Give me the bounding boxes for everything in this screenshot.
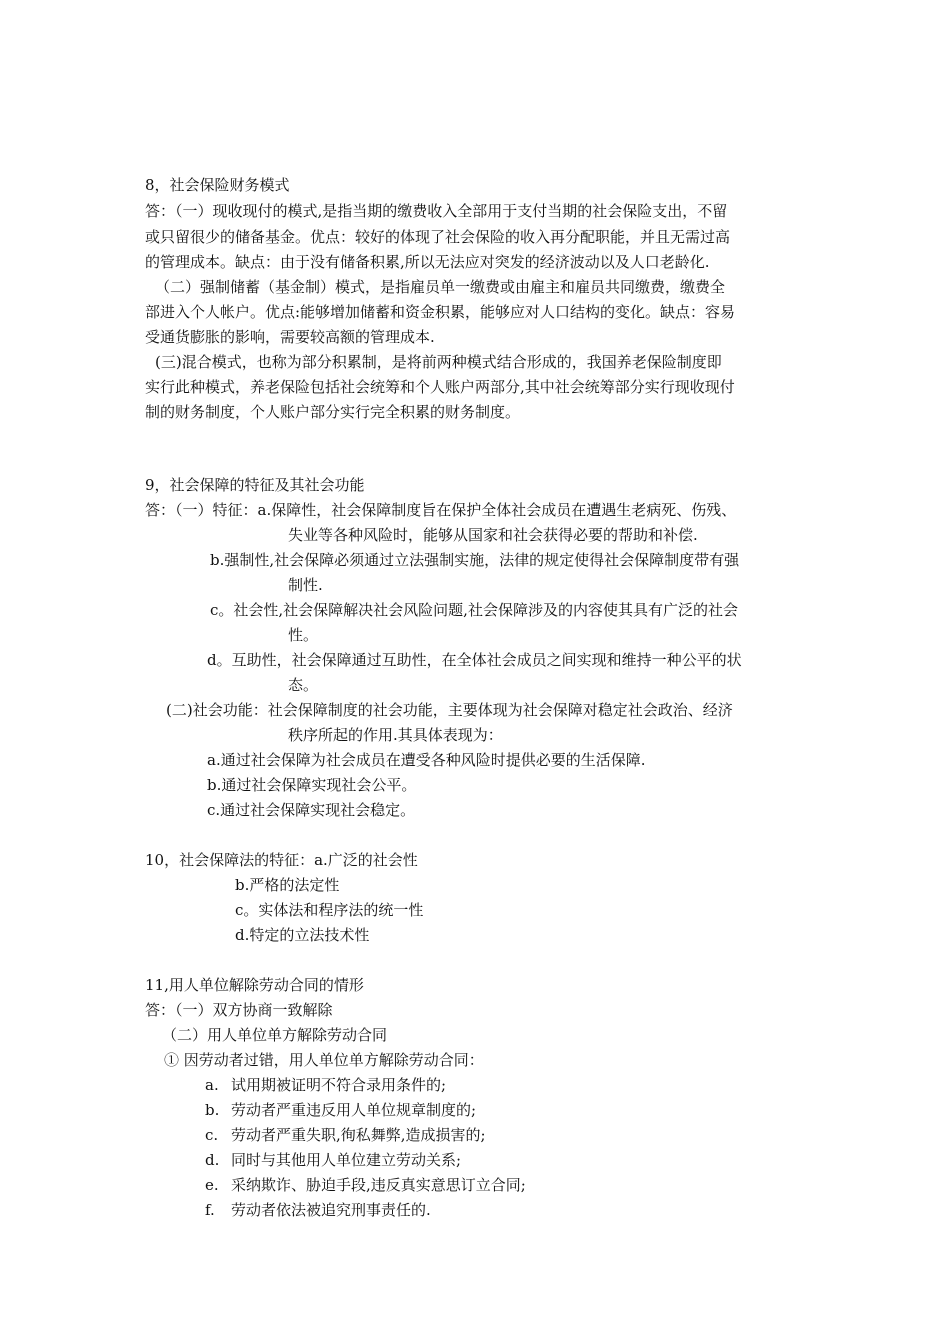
- list-item-label: c.: [205, 1126, 219, 1144]
- list-item: [205, 1150, 461, 1174]
- q9-line: d。互助性，社会保障通过互助性，在全体社会成员之间实现和维持一种公平的状: [207, 651, 742, 669]
- q8-line: (三)混合模式，也称为部分积累制，是将前两种模式结合形成的，我国养老保险制度即: [155, 353, 722, 371]
- list-item: [205, 1200, 431, 1224]
- list-item-text: 同时与其他用人单位建立劳动关系;: [231, 1151, 462, 1169]
- list-item: [205, 1125, 486, 1149]
- list-item-label: e.: [205, 1176, 219, 1194]
- list-item: [205, 1075, 446, 1099]
- q9-line: a.通过社会保障为社会成员在遭受各种风险时提供必要的生活保障.: [207, 751, 646, 769]
- q9-line: c。社会性,社会保障解决社会风险问题,社会保障涉及的内容使其具有广泛的社会: [210, 601, 738, 619]
- list-item-label: d.: [205, 1151, 220, 1169]
- q10-line: c。实体法和程序法的统一性: [235, 901, 424, 919]
- list-item-text: 劳动者依法被追究刑事责任的.: [231, 1201, 431, 1219]
- q10-line: 10，社会保障法的特征：a.广泛的社会性: [145, 851, 418, 869]
- q8-line: 制的财务制度，个人账户部分实行完全积累的财务制度。: [145, 403, 521, 421]
- q8-line: （二）强制储蓄（基金制）模式，是指雇员单一缴费或由雇主和雇员共同缴费，缴费全: [155, 278, 726, 296]
- q9-line: 态。: [288, 676, 319, 694]
- q11-line: 答：（一）双方协商一致解除: [145, 1001, 333, 1019]
- list-item-text: 试用期被证明不符合录用条件的;: [231, 1076, 447, 1094]
- q8-line: 实行此种模式，养老保险包括社会统筹和个人账户两部分,其中社会统筹部分实行现收现付: [145, 378, 735, 396]
- list-item-label: b.: [205, 1101, 220, 1119]
- list-item-label: f.: [205, 1201, 215, 1219]
- q10-line: b.严格的法定性: [235, 876, 340, 894]
- q8-line: 的管理成本。缺点：由于没有储备积累,所以无法应对突发的经济波动以及人口老龄化.: [145, 253, 710, 271]
- q9-line: 秩序所起的作用.其具体表现为：: [288, 726, 503, 744]
- q9-line: 性。: [288, 626, 319, 644]
- list-item: [205, 1175, 526, 1199]
- q11-title: 11,用人单位解除劳动合同的情形: [145, 976, 364, 994]
- q8-line: 或只留很少的储备基金。优点：较好的体现了社会保险的收入再分配职能，并且无需过高: [145, 228, 731, 246]
- q9-line: c.通过社会保障实现社会稳定。: [207, 801, 416, 819]
- q9-line: 答：（一）特征：a.保障性，社会保障制度旨在保护全体社会成员在遭遇生老病死、伤残、: [145, 501, 737, 519]
- q9-line: 制性.: [288, 576, 323, 594]
- q8-line: 答：（一）现收现付的模式,是指当期的缴费收入全部用于支付当期的社会保险支出，不留: [145, 202, 728, 220]
- q10-line: d.特定的立法技术性: [235, 926, 370, 944]
- q11-line: （二）用人单位单方解除劳动合同: [162, 1026, 388, 1044]
- q9-title: 9，社会保障的特征及其社会功能: [145, 476, 365, 494]
- q9-line: (二)社会功能：社会保障制度的社会功能，主要体现为社会保障对稳定社会政治、经济: [166, 701, 733, 719]
- q9-line: b.强制性,社会保障必须通过立法强制实施，法律的规定使得社会保障制度带有强: [210, 551, 740, 569]
- q9-line: 失业等各种风险时，能够从国家和社会获得必要的帮助和补偿.: [288, 526, 698, 544]
- list-item-text: 采纳欺诈、胁迫手段,违反真实意思订立合同;: [231, 1176, 526, 1194]
- q9-line: b.通过社会保障实现社会公平。: [207, 776, 417, 794]
- list-item-text: 劳动者严重违反用人单位规章制度的;: [231, 1101, 477, 1119]
- list-item: [205, 1100, 476, 1124]
- list-item-label: a.: [205, 1076, 219, 1094]
- list-item-text: 劳动者严重失职,徇私舞弊,造成损害的;: [231, 1126, 486, 1144]
- q8-line: 部进入个人帐户。优点:能够增加储蓄和资金积累，能够应对人口结构的变化。缺点：容易: [145, 303, 736, 321]
- q8-line: 受通货膨胀的影响，需要较高额的管理成本.: [145, 328, 435, 346]
- q8-title: 8，社会保险财务模式: [145, 176, 290, 194]
- q11-line: ① 因劳动者过错，用人单位单方解除劳动合同：: [164, 1051, 484, 1069]
